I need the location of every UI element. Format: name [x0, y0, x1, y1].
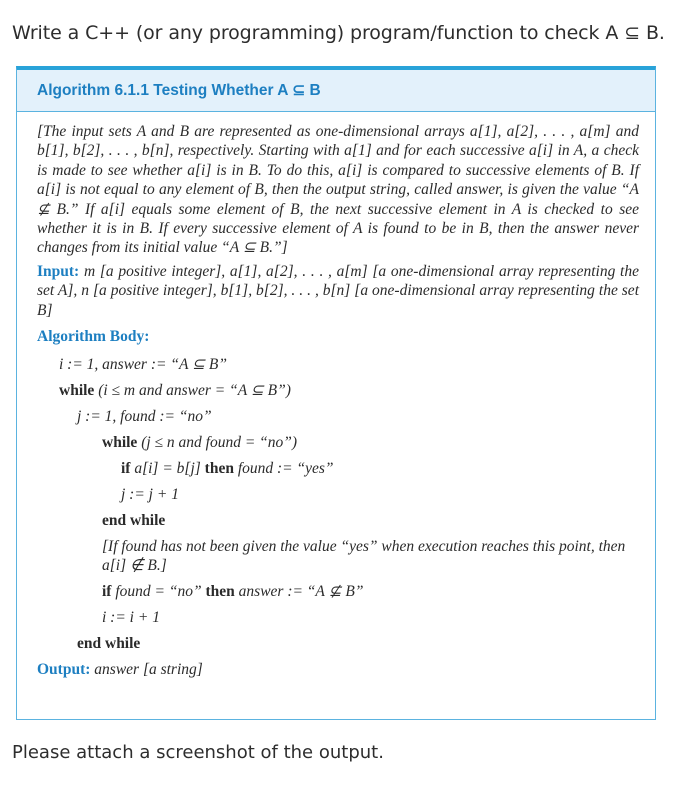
algorithm-body: [17, 112, 655, 683]
algorithm-body-label: Algorithm Body:: [37, 328, 150, 346]
footer-instruction: Please attach a screenshot of the output.: [12, 742, 384, 763]
code-line-3: j := 1, found := “no”: [77, 408, 212, 426]
keyword-while: while: [59, 382, 95, 400]
input-label: Input:: [37, 262, 80, 280]
code-line-5: [37, 456, 639, 482]
then-statement: answer := “A ⊈ B”: [238, 583, 364, 601]
code-line-1: i := 1, answer := “A ⊆ B”: [59, 356, 227, 374]
code-line-7: end while: [102, 512, 166, 530]
code-line-4: [37, 430, 639, 456]
if-condition: found = “no”: [115, 583, 202, 601]
output-label: Output:: [37, 661, 91, 679]
output-section: [37, 657, 639, 683]
input-text: m [a positive integer], a[1], a[2], . . . , a[m] [a one-dimensional array representing the set A], n [a positive integer], b[1], b[2], . . . , b[n] [a one-dimensional array representing the set B]: [37, 262, 639, 319]
code-line-9: i := i + 1: [102, 609, 160, 627]
input-section: [37, 262, 639, 320]
code-line-8: [37, 579, 639, 605]
while-condition: (i ≤ m and answer = “A ⊆ B”): [98, 382, 291, 400]
keyword-then: then: [204, 460, 234, 478]
question-text: Write a C++ (or any programming) program/function to check A ⊆ B.: [12, 22, 665, 44]
code-line-6: j := j + 1: [121, 486, 179, 504]
code-line-2: [37, 378, 639, 404]
algorithm-comment: [If found has not been given the value “yes” when execution reaches this point, then a[i] ∉ B.]: [102, 538, 626, 575]
while-condition: (j ≤ n and found = “no”): [141, 434, 298, 452]
keyword-while: while: [102, 434, 138, 452]
algorithm-description: [The input sets A and B are represented as one-dimensional arrays a[1], a[2], . . . , a[m] and b[1], b[2], . . . , b[n], respectively. Starting with a[1] and for each successive a[i] in A, a check is made to see whether a[i] is in B. To do this, a[i] is compared to successive elements of B. If a[i] is not equal to any element of B, then the output string, called answer, is given the value “A ⊈ B.” If a[i] equals some element of B, the next successive element in A is checked to see whether it is in B. If every successive element of A is found to be in B, then the answer never changes from its initial value “A ⊆ B.”]: [37, 123, 639, 257]
keyword-if: if: [121, 460, 131, 478]
if-condition: a[i] = b[j]: [134, 460, 201, 478]
keyword-if: if: [102, 583, 112, 601]
output-text: answer [a string]: [94, 661, 203, 679]
then-statement: found := “yes”: [237, 460, 334, 478]
algorithm-title: Algorithm 6.1.1 Testing Whether A ⊆ B: [37, 82, 321, 99]
algorithm-box: [16, 66, 656, 720]
algorithm-body-heading: [37, 328, 639, 352]
algorithm-header: [17, 70, 655, 112]
keyword-then: then: [205, 583, 235, 601]
code-line-10: end while: [77, 635, 141, 653]
